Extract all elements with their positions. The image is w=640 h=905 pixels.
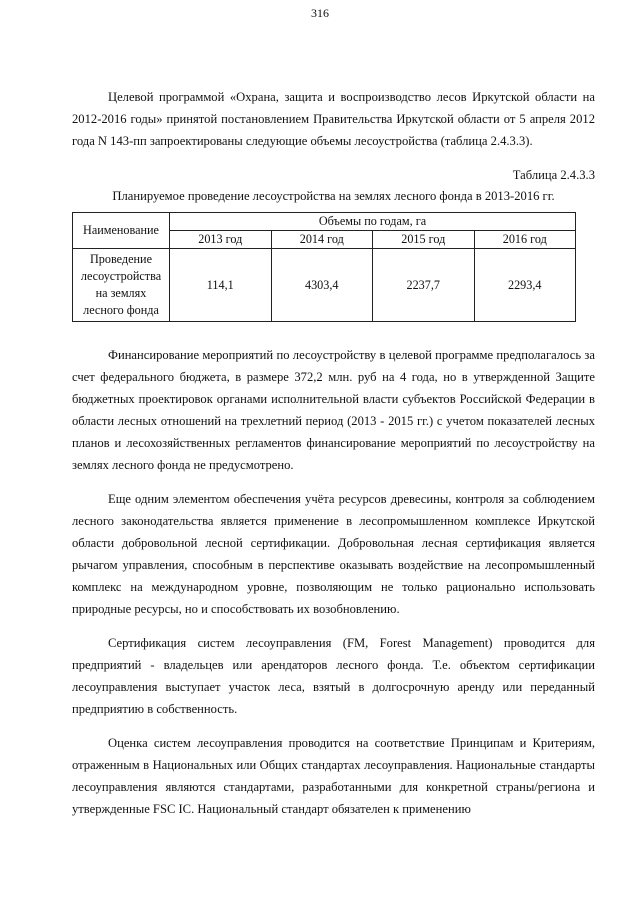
- row-name-cell: Проведение лесоустройства на землях лесного фонда: [73, 249, 170, 322]
- paragraph-program: Целевой программой «Охрана, защита и воспроизводство лесов Иркутской области на 2012-2016 годы» принятой постановлением Правительства Иркутской области от 5 апреля 2012 года N 143-пп запроектированы следующие объемы лесоустройства (таблица 2.4.3.3).: [72, 90, 595, 148]
- table-row: [73, 249, 576, 322]
- table-header-row: [73, 213, 576, 231]
- document-body: [72, 86, 595, 832]
- value-2013: 114,1: [170, 249, 272, 322]
- header-year-2015: 2015 год: [373, 231, 475, 249]
- page-number: 316: [311, 6, 329, 20]
- paragraph-fm-certification: Сертификация систем лесоуправления (FM, Forest Management) проводится для предприятий - владельцев или арендаторов лесного фонда. Т.е. объектом сертификации лесоуправления выступает участок леса, взятый в долгосрочную аренду или переданный предприятию в собственность.: [72, 636, 595, 716]
- header-year-2016: 2016 год: [474, 231, 576, 249]
- header-volumes: Объемы по годам, га: [170, 213, 576, 231]
- table-id: Таблица 2.4.3.3: [512, 168, 595, 182]
- paragraph-certification: Еще одним элементом обеспечения учёта ресурсов древесины, контроля за соблюдением лесного законодательства является применение в лесопромышленном комплексе Иркутской области добровольной лесной сертификации. Добровольная лесная сертификация является рычагом управления, способным в перспективе оказывать воздействие на лесопромышленный комплекс на международном уровне, позволяющим не только рационально использовать природные ресурсы, но и способствовать их возобновлению.: [72, 492, 595, 616]
- paragraph-assessment: Оценка систем лесоуправления проводится на соответствие Принципам и Критериям, отраженным в Национальных или Общих стандартах лесоуправления. Национальные стандарты лесоуправления являются стандартами, разработанными для конкретной страны/региона и утвержденные FSC IC. Национальный стандарт обязателен к применению: [72, 736, 595, 816]
- header-year-2013: 2013 год: [170, 231, 272, 249]
- value-2014: 4303,4: [271, 249, 373, 322]
- header-name: Наименование: [73, 213, 170, 249]
- table-caption: Планируемое проведение лесоустройства на землях лесного фонда в 2013-2016 гг.: [112, 189, 555, 203]
- value-2015: 2237,7: [373, 249, 475, 322]
- forest-survey-table: [72, 212, 576, 322]
- value-2016: 2293,4: [474, 249, 576, 322]
- header-year-2014: 2014 год: [271, 231, 373, 249]
- paragraph-financing: Финансирование мероприятий по лесоустройству в целевой программе предполагалось за счет федерального бюджета, в размере 372,2 млн. руб на 4 года, но в утвержденной Защите бюджетных проектировок органами исполнительной власти субъектов Российской Федерации в области лесных отношений на трехлетний период (2013 - 2015 гг.) с учетом показателей лесных планов и лесохозяйственных регламентов финансирование мероприятий по лесоустройству на землях лесного фонда не предусмотрено.: [72, 348, 595, 472]
